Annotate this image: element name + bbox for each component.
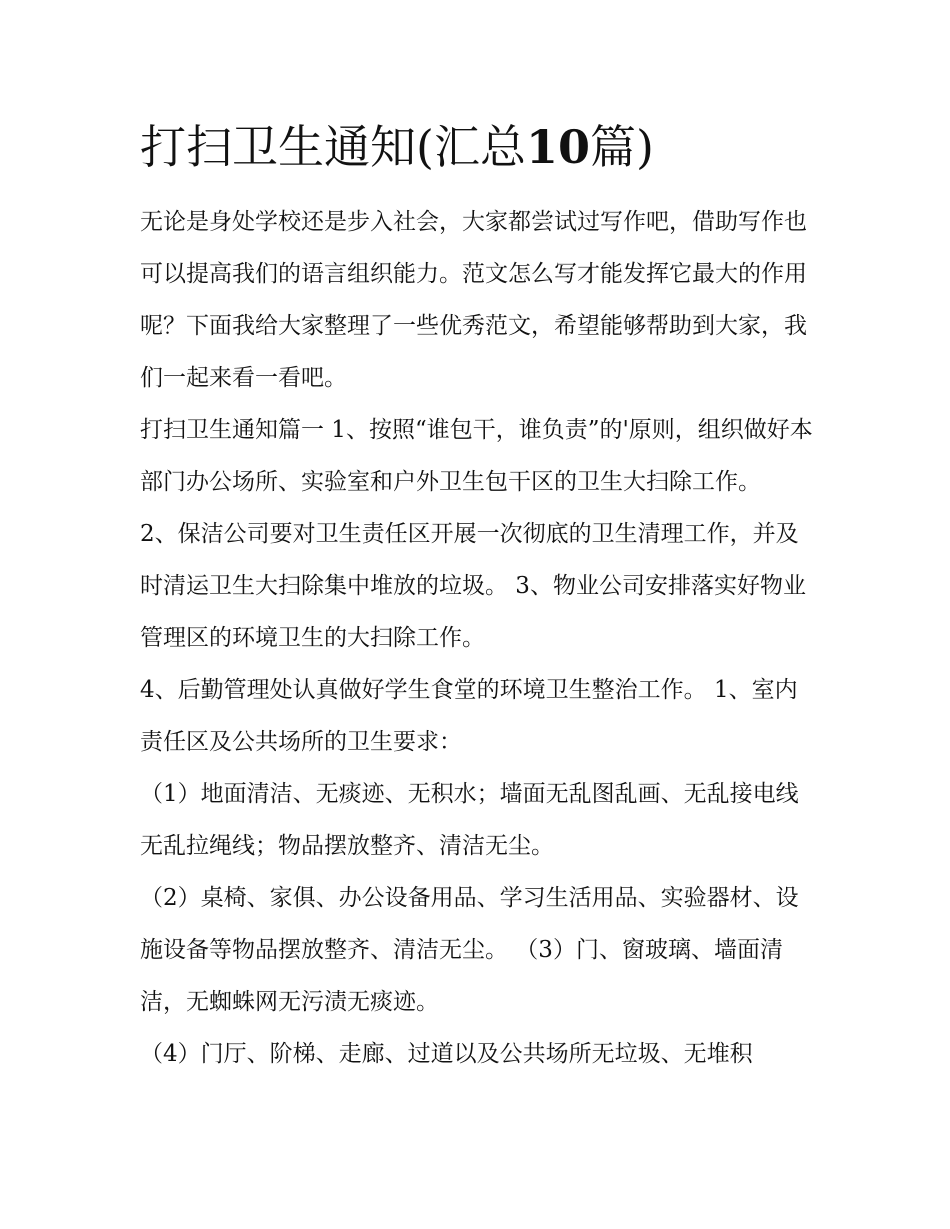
paragraph-item-4: 4、后勤管理处认真做好学生食堂的环境卫生整治工作。 1、室内责任区及公共场所的卫生要求： bbox=[140, 677, 798, 755]
paragraph-item-2: 2、保洁公司要对卫生责任区开展一次彻底的卫生清理工作，并及时清运卫生大扫除集中堆放的垃圾。 3、物业公司安排落实好物业管理区的环境卫生的大扫除工作。 bbox=[140, 521, 806, 651]
paragraph-requirement-4: （4）门厅、阶梯、走廊、过道以及公共场所无垃圾、无堆积 bbox=[140, 1041, 753, 1067]
document-body bbox=[140, 196, 820, 1080]
document-title: 打扫卫生通知(汇总10篇) bbox=[140, 120, 654, 174]
paragraph-intro: 无论是身处学校还是步入社会，大家都尝试过写作吧，借助写作也可以提高我们的语言组织能力。范文怎么写才能发挥它最大的作用呢？下面我给大家整理了一些优秀范文，希望能够帮助到大家，我们一起来看一看吧。 bbox=[140, 209, 807, 391]
title-number: 10 bbox=[525, 120, 590, 174]
paragraph-requirement-1: （1）地面清洁、无痰迹、无积水；墙面无乱图乱画、无乱接电线无乱拉绳线；物品摆放整齐、清洁无尘。 bbox=[140, 781, 799, 859]
paragraph-requirement-2: （2）桌椅、家俱、办公设备用品、学习生活用品、实验器材、设施设备等物品摆放整齐、清洁无尘。 （3）门、窗玻璃、墙面清洁，无蜘蛛网无污渍无痰迹。 bbox=[140, 885, 799, 1015]
paragraph-item-1: 打扫卫生通知篇一 1、按照“谁包干，谁负责”的'原则，组织做好本部门办公场所、实验室和户外卫生包干区的卫生大扫除工作。 bbox=[140, 417, 813, 495]
